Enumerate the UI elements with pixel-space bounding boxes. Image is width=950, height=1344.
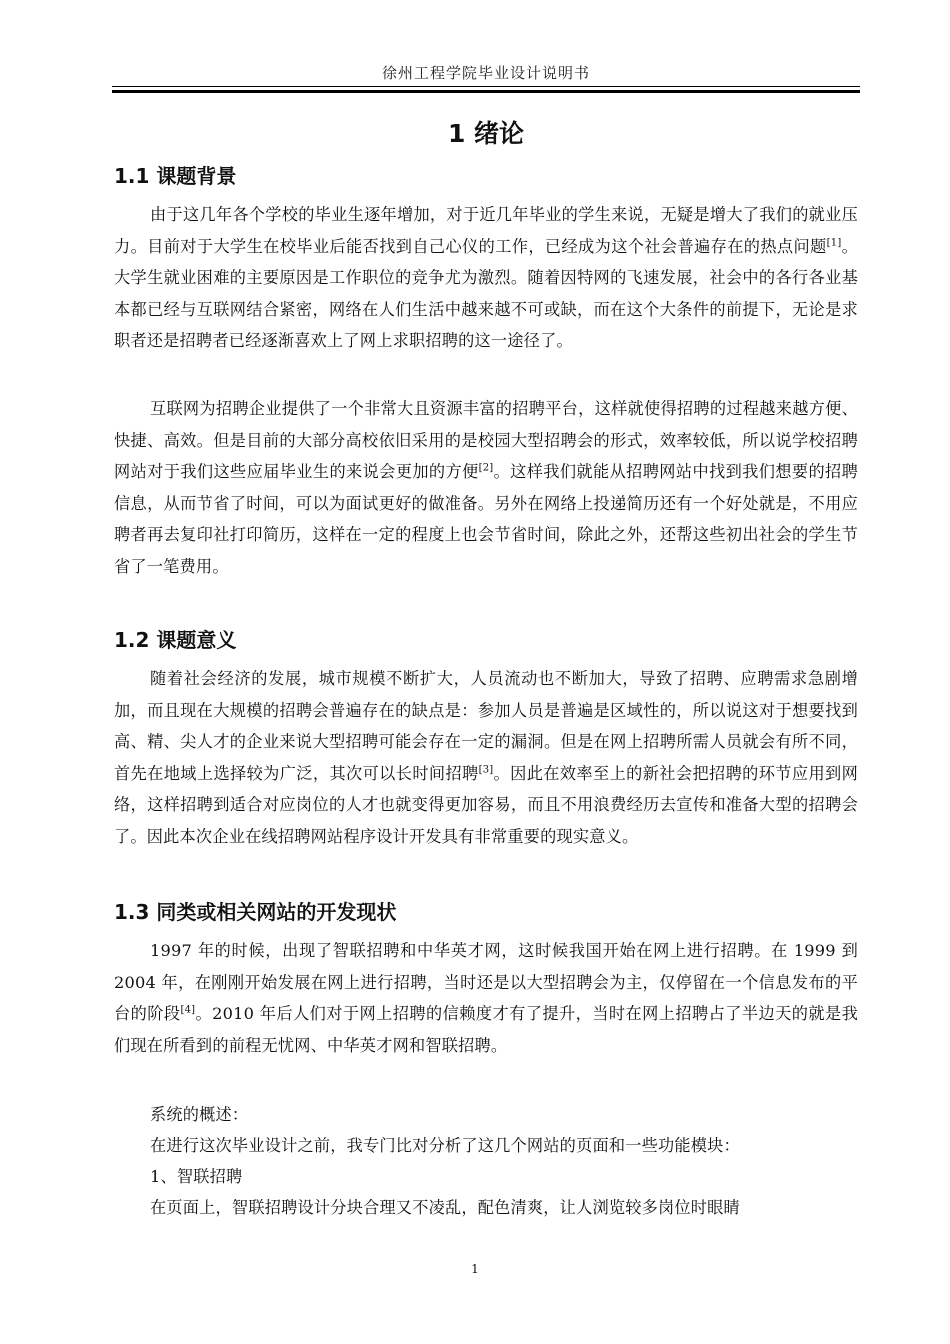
paragraph [114,663,858,852]
running-header: 徐州工程学院毕业设计说明书 [381,64,590,82]
section-heading-1-1: 1.1 课题背景 [114,164,237,188]
paragraph-text: 。这样我们就能从招聘网站中找到我们想要的招聘信息，从而节省了时间，可以为面试更好的做准备。另外在网络上投递简历还有一个好处就是，不用应聘者再去复印社打印简历，这样在一定的程度上也会节省时间，除此之外，还帮这些初出社会的学生节省了一笔费用。 [114,462,858,576]
paragraph [114,393,858,582]
text-line: 在页面上，智联招聘设计分块合理又不凌乱，配色清爽，让人浏览较多岗位时眼睛 [150,1198,740,1217]
text-line: 在进行这次毕业设计之前，我专门比对分析了这几个网站的页面和一些功能模块： [150,1136,740,1155]
paragraph [114,935,858,1061]
section-heading-1-3: 1.3 同类或相关网站的开发现状 [114,900,397,924]
page-number: 1 [471,1262,479,1276]
list-item: 1、智联招聘 [150,1167,243,1186]
paragraph-text: 随着社会经济的发展，城市规模不断扩大，人员流动也不断加大，导致了招聘、应聘需求急剧增加，而且现在大规模的招聘会普遍存在的缺点是：参加人员是普遍是区域性的，所以说这对于想要找到高、精、尖人才的企业来说大型招聘可能会存在一定的漏洞。但是在网上招聘所需人员就会有所不同，首先在地域上选择较为广泛，其次可以长时间招聘 [114,669,858,783]
citation-ref: [4] [180,1004,196,1016]
paragraph-text: 。大学生就业困难的主要原因是工作职位的竞争尤为激烈。随着因特网的飞速发展，社会中的各行各业基本都已经与互联网结合紧密，网络在人们生活中越来越不可或缺，而在这个大条件的前提下，无论是求职者还是招聘者已经逐渐喜欢上了网上求职招聘的这一途径了。 [114,236,858,350]
citation-ref: [2] [478,462,494,474]
paragraph-text: 互联网为招聘企业提供了一个非常大且资源丰富的招聘平台，这样就使得招聘的过程越来越方便、快捷、高效。但是目前的大部分高校依旧采用的是校园大型招聘会的形式，效率较低，所以说学校招聘网站对于我们这些应届毕业生的来说会更加的方便 [114,399,858,481]
paragraph-text: 1997 年的时候，出现了智联招聘和中华英才网，这时候我国开始在网上进行招聘。在 1999 到 2004 年，在刚刚开始发展在网上进行招聘，当时还是以大型招聘会为主，仅停留在一个信息发布的平台的阶段 [114,941,858,1023]
paragraph-text: 。因此在效率至上的新社会把招聘的环节应用到网络，这样招聘到适合对应岗位的人才也就变得更加容易，而且不用浪费经历去宣传和准备大型的招聘会了。因此本次企业在线招聘网站程序设计开发具有非常重要的现实意义。 [114,763,858,846]
paragraph-text: 。2010 年后人们对于网上招聘的信赖度才有了提升，当时在网上招聘占了半边天的就是我们现在所看到的前程无忧网、中华英才网和智联招聘。 [114,1004,858,1055]
paragraph [114,199,858,357]
header-rule-thin [112,86,860,87]
chapter-title: 1 绪论 [447,119,525,148]
citation-ref: [3] [478,764,494,776]
paragraph-text: 由于这几年各个学校的毕业生逐年增加，对于近几年毕业的学生来说，无疑是增大了我们的就业压力。目前对于大学生在校毕业后能否找到自己心仪的工作，已经成为这个社会普遍存在的热点问题 [114,205,858,256]
section-heading-1-2: 1.2 课题意义 [114,628,237,652]
text-line: 系统的概述： [150,1105,249,1124]
header-rule-thick [112,90,860,93]
citation-ref: [1] [826,237,842,249]
